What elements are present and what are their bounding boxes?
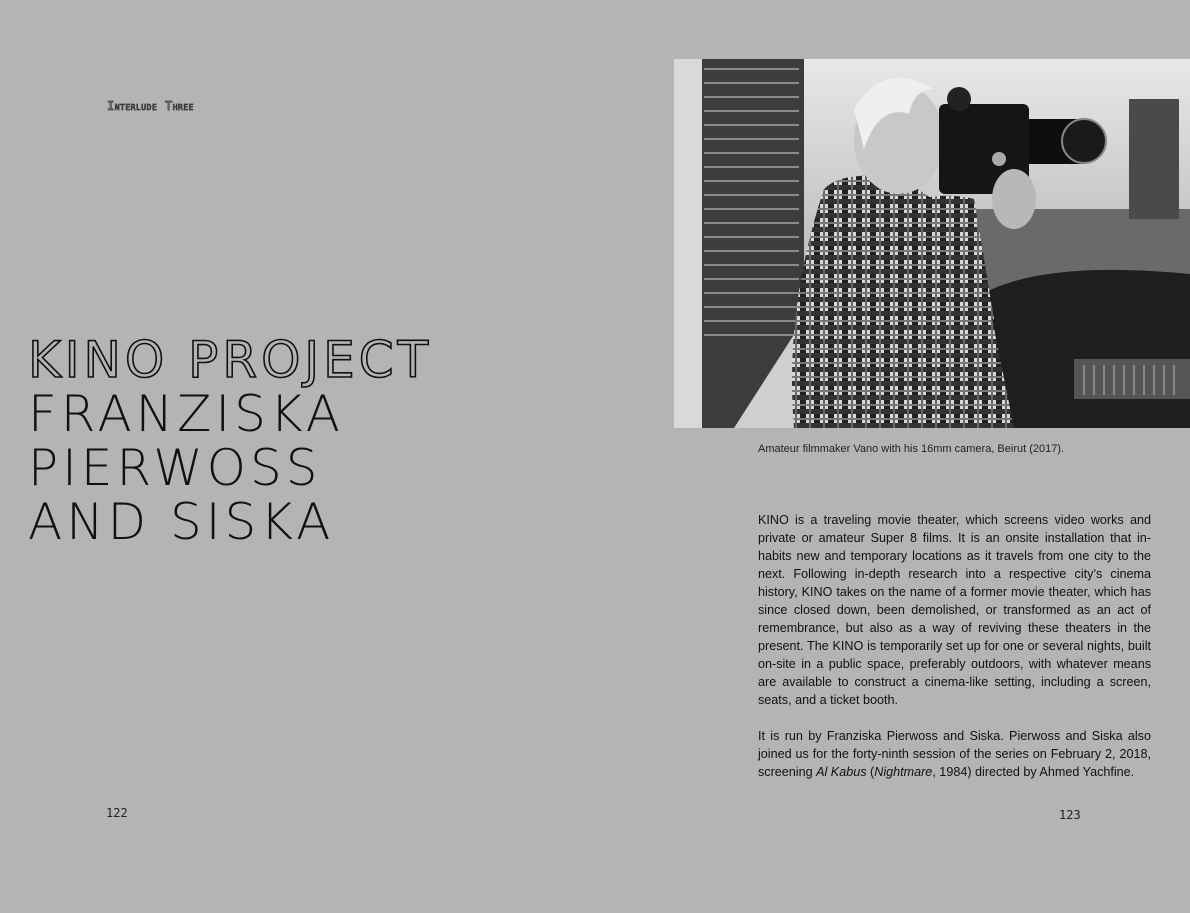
body-paragraph-2: It is run by Franziska Pierwoss and Siska. Pierwoss and Siska also joined us for the forty-ninth session of the series on February 2, 2018, screening Al Kabus (Nightmare, 1984) directed by Ahmed Yachfine. <box>758 729 1151 779</box>
title-project-name: KINO PROJECT <box>28 331 433 389</box>
article-title <box>28 333 448 549</box>
film-title: Al Kabus <box>816 765 867 779</box>
photo-caption: Amateur filmmaker Vano with his 16mm camera, Beirut (2017). <box>758 443 1065 455</box>
title-author-line-3: AND SISKA <box>28 493 335 551</box>
page-number-left: 122 <box>106 806 128 820</box>
photo-filmmaker <box>674 59 1190 428</box>
article-body <box>758 511 1151 799</box>
body-paragraph-1: KINO is a traveling movie theater, which screens video works and private or amateur Super 8 films. It is an onsite installation that in-habits new and temporary locations as it travels from one city to the next. Following in-depth research into a respective city’s cinema history, KINO takes on the name of a former movie theater, which has since closed down, been demolished, or transformed as an act of remembrance, but also as a way of reviving these theaters in the present. The KINO is temporarily set up for one or several nights, built on-site in a public space, preferably outdoors, with whatever means are available to construct a cinema-like setting, including a screen, seats, and a ticket booth. <box>758 513 1151 707</box>
page-number-right: 123 <box>1059 808 1081 822</box>
film-title-english: Nightmare <box>874 765 933 779</box>
section-label: Interlude Three <box>107 99 194 113</box>
title-author-line-2: PIERWOSS <box>28 439 322 497</box>
title-author-line-1: FRANZISKA <box>28 385 344 443</box>
